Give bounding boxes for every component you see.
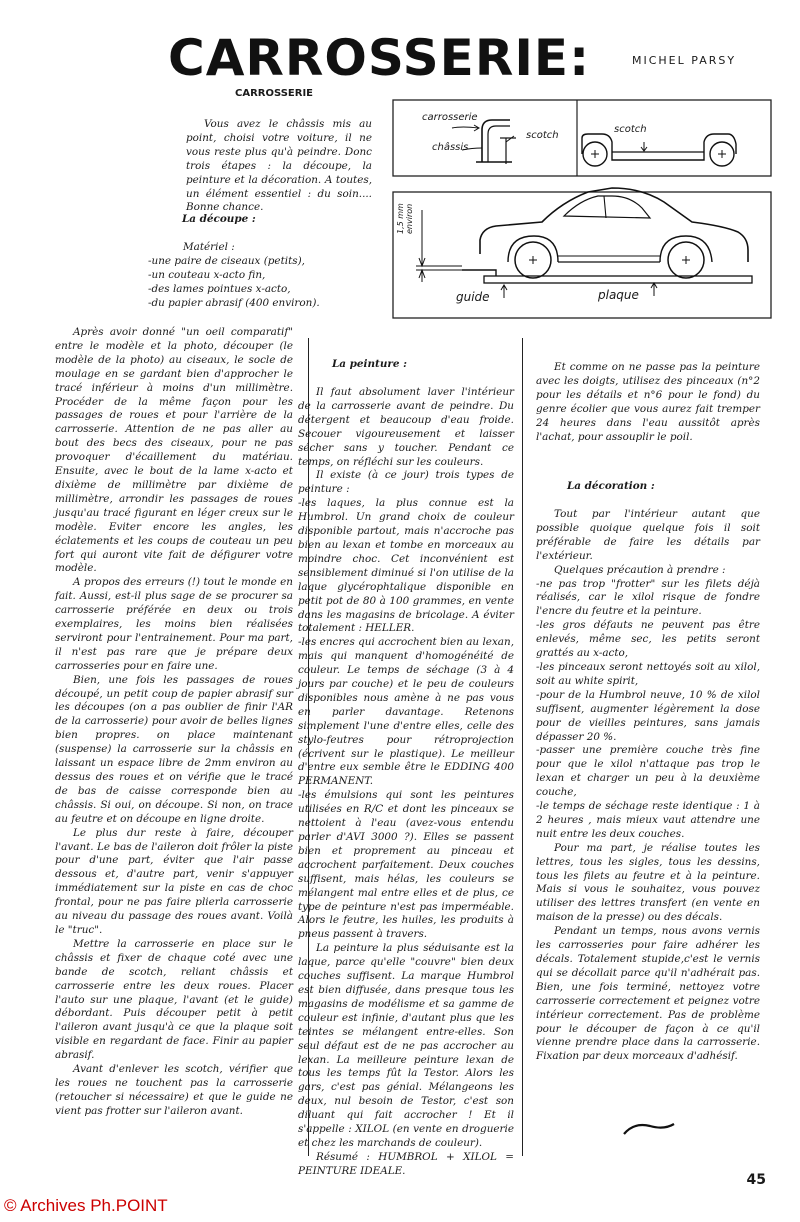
list-item: -le temps de séchage reste identique : 1 à 2 heures , mais mieux vaut attendre une nuit entre les deux couches. [536,800,760,840]
paragraph: Résumé : HUMBROL + XILOL = PEINTURE IDEALE. [298,1150,514,1177]
list-item: -passer une première couche très fine pour que le xilol n'attaque pas trop le lexan et charger un peu à la deuxième couche, [536,744,760,799]
list-item: -les laques, la plus connue est la Humbrol. Un grand choix de couleur disponible partout, mais n'accroche pas bien au lexan et tombe en morceaux au moindre choc. Cet inconvénient est sensiblement diminué si l'on utilise de la laque glycérophtalique disponible en petit pot de 80 à 100 grammes, en vente dans les magasins de bricolage. A éviter totalement : HELLER. [298,497,514,635]
materiel-item: -des lames pointues x-acto, [148,283,291,295]
label-scotch-left: scotch [526,130,559,141]
column-3 [536,508,760,1064]
materiel-list [148,240,358,310]
author-name: MICHEL PARSY [632,54,737,67]
column-1 [55,326,293,1119]
materiel-item: -un couteau x-acto fin, [148,269,266,281]
paragraph: Il existe (à ce jour) trois types de peinture : [298,469,514,496]
label-dimension: 1,5 mm environ [396,203,414,234]
paragraph: Avant d'enlever les scotch, vérifier que les roues ne touchent pas la carrosserie (retoucher si nécessaire) et que le guide ne vient pas frotter sur l'aileron avant. [55,1063,293,1117]
materiel-label: Matériel : [183,241,235,253]
materiel-item: -du papier abrasif (400 environ). [148,297,320,309]
label-plaque: plaque [598,288,639,302]
section-subtitle: CARROSSERIE [235,88,314,99]
paragraph: Quelques précaution à prendre : [554,563,726,576]
paragraph: Mettre la carrosserie en place sur le châssis et fixer de chaque coté avec une bande de scotch, reliant châssis et carrosserie entre les deux roues. Placer l'auto sur une plaque, l'avant (et le guide) débordant. Puis découper petit à petit l'aileron avant jusqu'à ce que la plaque soit visible en regardant de face. Finir au papier abrasif. [55,937,293,1062]
label-scotch-right: scotch [614,124,647,135]
list-item: -les gros défauts ne peuvent pas être enlevés, même sec, les petits seront grattés au x-acto, [536,619,760,660]
list-item: -les pinceaux seront nettoyés soit au xilol, soit au white spirit, [536,660,760,687]
list-item: -pour de la Humbrol neuve, 10 % de xilol suffisent, augmenter légèrement la dose pour de vieilles peintures, sans jamais dépasser 20 %. [536,688,760,743]
column-3-top: Et comme on ne passe pas la peinture avec les doigts, utilisez des pinceaux (n°2 pour les détails et n°6 pour le fond) du genre écolier que vous aurez fait tremper 24 heures dans l'eau aussitôt après l'achat, pour assouplir le poil. [536,361,760,443]
list-item: -les encres qui accrochent bien au lexan, mais qui manquent d'homogénéité de couleur. Le temps de séchage (3 à 4 jours par couche) et le peu de couleurs disponibles nous amène à ne pas vous en parler davantage. Retenons simplement l'une d'entre elles, celle des stylo-feutres pour rétroprojection (écrivent sur le plastique). Le meilleur d'entre eux semble être le EDDING 400 PERMANENT. [298,636,514,788]
intro-paragraph: Vous avez le châssis mis au point, choisi votre voiture, il ne vous reste plus qu'à peindre. Donc trois étapes : la découpe, la peinture et la décoration. A toutes, un élément essentiel : du soin.... Bonne chance. [186,118,372,214]
page-number: 45 [746,1172,766,1188]
decoupe-heading: La découpe : [182,213,256,225]
paragraph: La peinture la plus séduisante est la laque, parce qu'elle "couvre" bien deux couches suffisent. La marque Humbrol est bien diffusée, dans presque tous les magasins de modélisme et sa gamme de couleur est infinie, d'autant plus que les teintes se mélangent entre-elles. Son seul défaut est de ne pas accrocher au lexan. La meilleure peinture lexan de tous les temps fût la Testor. Alors les gars, c'est pas génial. Mélangeons les deux, nul besoin de Testor, c'est son diluant qui fait accrocher ! Et il s'appelle : XILOL (en vente en droguerie et chez les marchands de couleur). [298,942,514,1149]
paragraph: Après avoir donné "un oeil comparatif" entre le modèle et la photo, découper (le modèle de la photo) au ciseaux, le socle de moulage en se gardant bien d'approcher le tracé inférieur à moins d'un millimètre. Procéder de la même façon pour les passages de roues et pour l'arrière de la carrosserie. Attention de ne pas aller au bout des becs des ciseaux, pour ne pas provoquer d'écaillement du matériau. Ensuite, avec le bout de la lame x-acto et dixième de millimètre par dixième de millimètre, arrondir les passages de roues jusqu'au tracé figurant en léger creux sur le modèle. Eviter encore les angles, les éclatements et les coups de couteau un peu fort qui auront vite fait de défigurer votre modèle. [55,326,293,575]
diagram-scotch-detail [392,98,772,320]
label-chassis: châssis [432,142,469,153]
label-guide: guide [456,290,490,304]
paragraph: Pendant un temps, nous avons vernis les carrosseries pour faire adhérer les décals. Totalement stupide,c'est le vernis qui se décollait parce qu'il n'adhérait pas. Bien, une fois terminé, nettoyez votre carrosserie correctement et peignez votre intérieur correctement. Pas de problème pour le découper de façon à ce qu'il vienne prendre place dans la carrosserie. Fixation par deux morceaux d'adhésif. [536,925,760,1063]
label-carrosserie: carrosserie [422,112,478,123]
peinture-heading: La peinture : [332,358,407,370]
list-item: -ne pas trop "frotter" sur les filets déjà réalisés, car le xilol risque de fondre l'encre du feutre et la peinture. [536,577,760,618]
paragraph: Pour ma part, je réalise toutes les lettres, tous les sigles, tous les dessins, tous les filets au feutre et à la peinture. Mais si vous le souhaitez, vous pouvez utiliser des lettres transfert (en vente en maison de la presse) ou des décals. [536,841,760,924]
paragraph: Il faut absolument laver l'intérieur de la carrosserie avant de peindre. Du détergent et beaucoup d'eau froide. Secouer vigoureusement et laisser sécher sans y toucher. Pendant ce temps, on réfléchi sur les couleurs. [298,386,514,468]
decoration-heading: La décoration : [567,480,655,492]
list-item: -les émulsions qui sont les peintures utilisées en R/C et dont les pinceaux se nettoient à l'eau (avez-vous entendu parler d'AVI 3000 ?). Elles se passent bien et proprement au pinceau et accrochent parfaitement. Deux couches suffisent, mais hélas, les couleurs se mélangent mal entre elles et de plus, ce type de peinture n'est pas imperméable. Alors le feutre, les huiles, les produits à pneus passent à travers. [298,789,514,941]
paragraph: Le plus dur reste à faire, découper l'avant. Le bas de l'aileron doit frôler la piste pour d'une part, éviter que l'air passe dessous et, d'autre part, venir s'appuyer immédiatement sur la piste en cas de choc frontal, pour ne pas faire plierla carrosserie au niveau du passage des roues avant. Voilà le "truc". [55,826,293,936]
paragraph: Bien, une fois les passages de roues découpé, un petit coup de papier abrasif sur les découpes (on a pas oublier de finir l'AR de la carrosserie) pour avoir de belles lignes bien propres. on place maintenant (suspense) la carrosserie sur la châssis en laissant un espace libre de 2mm environ au dessus des roues et on vérifie que le tracé de bas de caisse corresponde bien au châssis. Si oui, on découpe. Si non, on trace au feutre et on découpe en ligne droite. [55,673,293,825]
end-mark [620,1118,680,1142]
column-rule-2 [522,338,523,1156]
materiel-item: -une paire de ciseaux (petits), [148,255,305,267]
paragraph: A propos des erreurs (!) tout le monde en fait. Aussi, est-il plus sage de se procurer sa carrosserie préférée en deux ou trois exemplaires, les moins bien réalisées serviront pour l'entrainement. Pour ma part, il n'est pas rare que je prépare deux carrosseries pour en faire une. [55,576,293,672]
paragraph: Tout par l'intérieur autant que possible quoique quelque fois il soit préférable de faire les détails par l'extérieur. [536,508,760,562]
archives-credit: © Archives Ph.POINT [4,1196,168,1215]
page-title: CARROSSERIE: [168,29,591,87]
column-2 [298,386,514,1179]
